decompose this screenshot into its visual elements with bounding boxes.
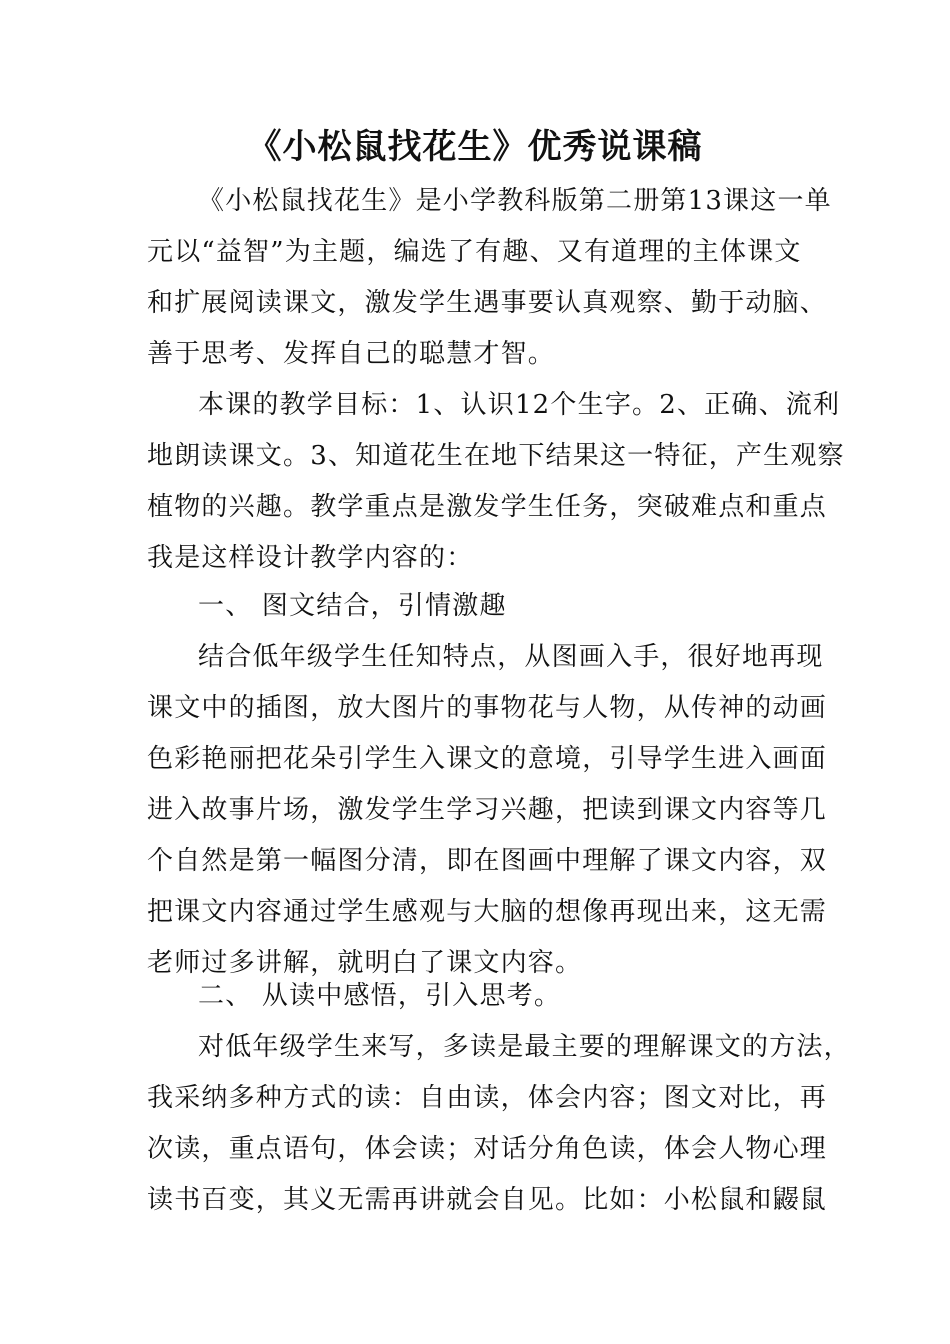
paragraph-3-line-4: 进入故事片场，激发学生学习兴趣，把读到课文内容等几 (147, 795, 828, 825)
paragraph-4-line-2: 我采纳多种方式的读：自由读，体会内容；图文对比，再 (147, 1083, 828, 1113)
section-heading-2: 二、 从读中感悟，引入思考。 (198, 981, 562, 1011)
paragraph-4-line-4: 读书百变，其义无需再讲就会自见。比如：小松鼠和鼹鼠 (147, 1185, 828, 1215)
section-heading-1: 一、 图文结合，引情激趣 (198, 591, 507, 621)
paragraph-4-line-3: 次读，重点语句，体会读；对话分角色读，体会人物心理 (147, 1134, 828, 1164)
paragraph-3-line-1: 结合低年级学生任知特点，从图画入手，很好地再现 (198, 642, 824, 672)
paragraph-2-line-4: 我是这样设计教学内容的： (147, 543, 474, 573)
document-title: 《小松鼠找花生》优秀说课稿 (247, 127, 703, 167)
paragraph-3-line-7: 老师过多讲解，就明白了课文内容。 (147, 948, 583, 978)
paragraph-2-line-2: 地朗读课文。3、知道花生在地下结果这一特征，产生观察 (147, 441, 845, 471)
paragraph-3-line-3: 色彩艳丽把花朵引学生入课文的意境，引导学生进入画面 (147, 744, 828, 774)
paragraph-3-line-6: 把课文内容通过学生感观与大脑的想像再现出来，这无需 (147, 897, 828, 927)
paragraph-3-line-5: 个自然是第一幅图分清，即在图画中理解了课文内容，双 (147, 846, 828, 876)
paragraph-1-line-1: 《小松鼠找花生》是小学教科版第二册第13课这一单 (198, 186, 832, 216)
paragraph-1-line-3: 和扩展阅读课文，激发学生遇事要认真观察、勤于动脑、 (147, 288, 828, 318)
paragraph-2-line-3: 植物的兴趣。教学重点是激发学生任务，突破难点和重点 (147, 492, 828, 522)
paragraph-1-line-2: 元以“益智”为主题，编选了有趣、又有道理的主体课文 (147, 237, 802, 267)
paragraph-1-line-4: 善于思考、发挥自己的聪慧才智。 (147, 339, 556, 369)
paragraph-3-line-2: 课文中的插图，放大图片的事物花与人物，从传神的动画 (147, 693, 828, 723)
paragraph-4-line-1: 对低年级学生来写，多读是最主要的理解课文的方法， (198, 1032, 851, 1062)
paragraph-2-line-1: 本课的教学目标：1、认识12个生字。2、正确、流利 (198, 390, 841, 420)
